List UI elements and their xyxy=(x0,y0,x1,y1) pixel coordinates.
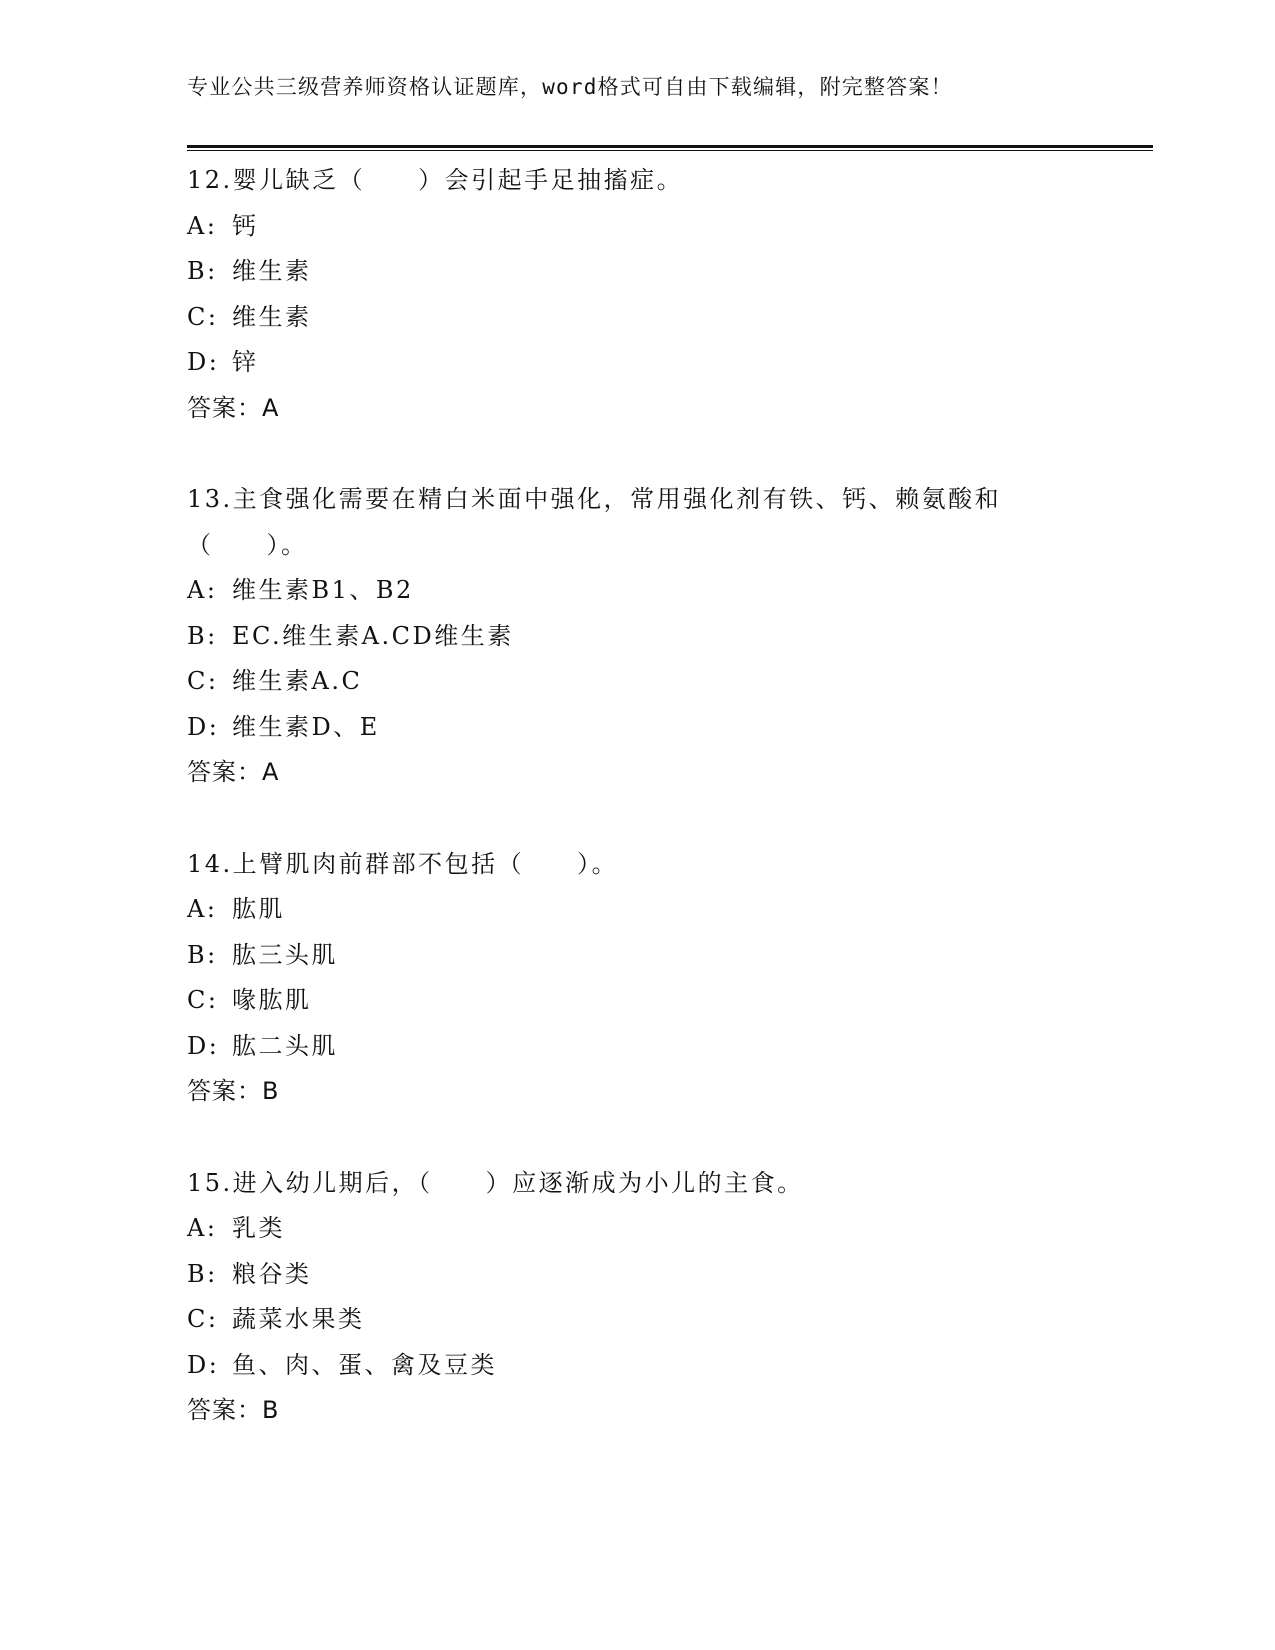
question-stem: 13.主食强化需要在精白米面中强化，常用强化剂有铁、钙、赖氨酸和 xyxy=(187,485,1002,513)
option-row xyxy=(187,1297,1087,1343)
answer-line: 答案：B xyxy=(187,1077,280,1105)
option-text: EC.维生素A.CD维生素 xyxy=(232,621,514,650)
option-row xyxy=(187,295,1087,341)
option-text: 维生素A.C xyxy=(232,667,363,695)
question-spacer xyxy=(187,1115,1087,1161)
option-text: 维生素 xyxy=(232,302,312,331)
option-label: D: xyxy=(187,1031,220,1060)
question-block xyxy=(187,842,1087,1161)
option-row xyxy=(187,204,1087,250)
option-text: 蔬菜水果类 xyxy=(232,1305,365,1333)
option-text: 肱三头肌 xyxy=(232,940,338,969)
question-stem: 12.婴儿缺乏（ ）会引起手足抽搐症。 xyxy=(187,166,684,194)
answer-line: 答案：A xyxy=(187,758,280,786)
option-label: B: xyxy=(187,1259,218,1288)
option-row xyxy=(187,1024,1087,1070)
option-text: 锌 xyxy=(232,348,259,376)
option-text: 肱二头肌 xyxy=(232,1031,338,1060)
option-label: A: xyxy=(187,895,218,923)
option-row xyxy=(187,978,1087,1024)
option-label: B: xyxy=(187,940,218,969)
option-row xyxy=(187,705,1087,751)
option-label: C: xyxy=(187,1305,219,1333)
option-text: 维生素B1、B2 xyxy=(232,576,414,604)
option-row xyxy=(187,1206,1087,1252)
option-row xyxy=(187,249,1087,295)
option-text: 乳类 xyxy=(232,1214,285,1242)
option-row xyxy=(187,659,1087,705)
option-label: C: xyxy=(187,667,219,695)
question-block xyxy=(187,477,1087,842)
question-spacer xyxy=(187,796,1087,842)
question-stem: 14.上臂肌肉前群部不包括（ ）。 xyxy=(187,849,619,878)
option-text: 肱肌 xyxy=(232,895,285,923)
header-rule-thick xyxy=(187,145,1153,148)
header-rule-thin xyxy=(187,150,1153,151)
option-label: C: xyxy=(187,986,219,1014)
option-label: D: xyxy=(187,712,220,741)
option-row xyxy=(187,340,1087,386)
option-label: A: xyxy=(187,211,218,240)
question-spacer xyxy=(187,431,1087,477)
question-stem: 15.进入幼儿期后，（ ）应逐渐成为小儿的主食。 xyxy=(187,1168,804,1197)
option-label: D: xyxy=(187,1350,220,1379)
option-text: 喙肱肌 xyxy=(232,986,312,1014)
option-text: 维生素 xyxy=(232,257,312,285)
option-row xyxy=(187,614,1087,660)
question-block xyxy=(187,1161,1087,1434)
option-row xyxy=(187,1252,1087,1298)
option-text: 维生素D、E xyxy=(232,712,380,741)
page-header: 专业公共三级营养师资格认证题库，word格式可自由下载编辑，附完整答案！ xyxy=(187,75,953,99)
option-row xyxy=(187,933,1087,979)
option-row xyxy=(187,568,1087,614)
answer-line: 答案：B xyxy=(187,1396,280,1424)
question-list xyxy=(187,158,1087,1434)
option-label: C: xyxy=(187,302,219,331)
question-stem: （ ）。 xyxy=(187,530,308,559)
option-row xyxy=(187,1343,1087,1389)
answer-line: 答案：A xyxy=(187,393,280,422)
option-text: 钙 xyxy=(232,211,259,240)
option-label: B: xyxy=(187,621,218,650)
option-label: B: xyxy=(187,257,218,285)
option-text: 鱼、肉、蛋、禽及豆类 xyxy=(232,1350,497,1379)
option-label: D: xyxy=(187,348,220,376)
option-label: A: xyxy=(187,1214,218,1242)
option-label: A: xyxy=(187,576,218,604)
question-block xyxy=(187,158,1087,477)
option-text: 粮谷类 xyxy=(232,1259,312,1288)
option-row xyxy=(187,887,1087,933)
